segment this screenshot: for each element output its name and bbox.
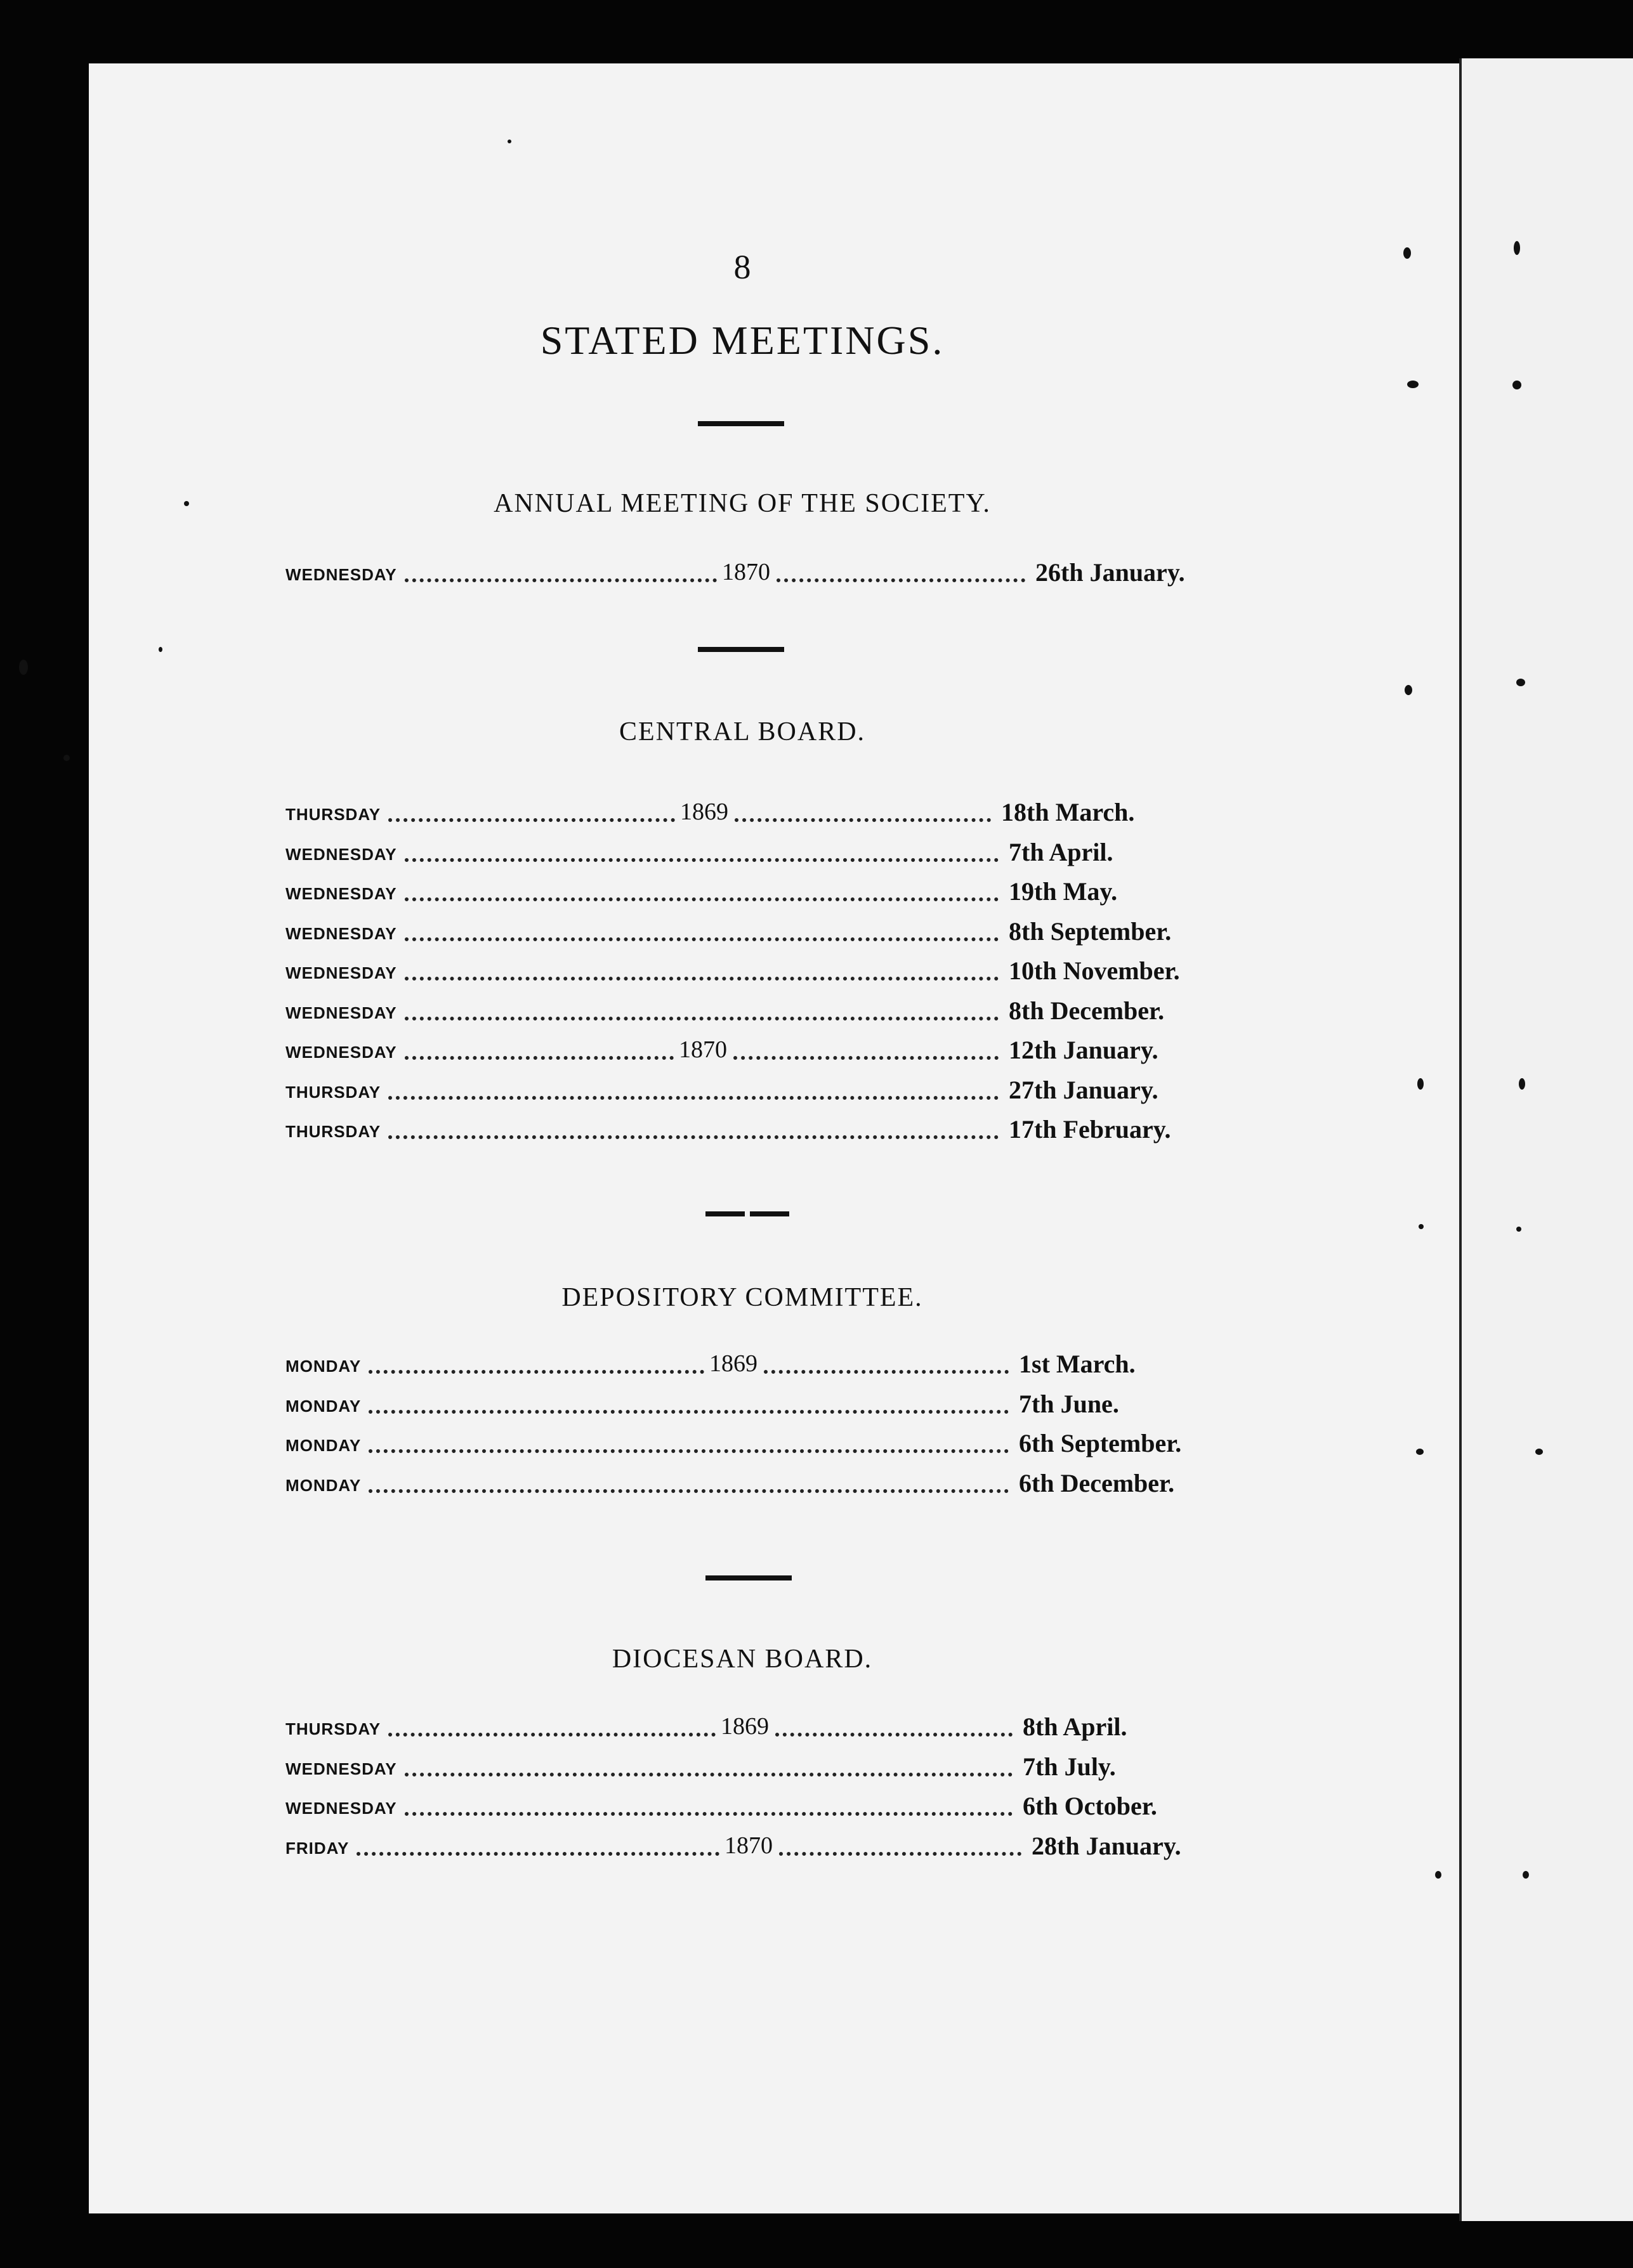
dot-leader <box>764 1370 1009 1374</box>
meeting-year: 1869 <box>721 1713 769 1740</box>
meeting-year: 1870 <box>725 1832 773 1859</box>
section-divider-rule <box>705 1211 745 1216</box>
meeting-row <box>285 956 1237 987</box>
section-heading: CENTRAL BOARD. <box>619 717 866 746</box>
meeting-date: 6th December. <box>1019 1468 1175 1497</box>
meeting-day: THURSDAY <box>285 1122 381 1141</box>
meeting-day: FRIDAY <box>285 1838 350 1858</box>
section-divider-rule <box>750 1211 789 1216</box>
meeting-row <box>285 1390 1237 1420</box>
meeting-day: WEDNESDAY <box>285 1043 397 1062</box>
scan-speck <box>508 140 511 143</box>
section-divider-rule <box>705 1575 792 1580</box>
meeting-row <box>285 1712 1237 1743</box>
scan-speck <box>1405 685 1412 695</box>
meeting-date: 18th March. <box>1001 798 1135 826</box>
meeting-date: 8th September. <box>1009 916 1172 946</box>
meeting-date: 6th September. <box>1019 1429 1182 1457</box>
meeting-date: 7th April. <box>1009 837 1113 866</box>
meeting-row <box>285 1036 1237 1066</box>
meeting-day: WEDNESDAY <box>285 844 397 864</box>
dot-leader <box>369 1370 704 1374</box>
scan-speck <box>1516 1227 1521 1232</box>
scan-speck <box>184 501 189 506</box>
meeting-year: 1870 <box>722 559 770 585</box>
meeting-day: MONDAY <box>285 1475 362 1495</box>
scan-speck <box>1535 1449 1543 1455</box>
meeting-day: WEDNESDAY <box>285 1759 397 1778</box>
meeting-row <box>285 1115 1237 1145</box>
dot-leader <box>369 1489 1009 1493</box>
meeting-date: 26th January. <box>1035 558 1185 587</box>
meeting-date: 12th January. <box>1009 1036 1158 1064</box>
dot-leader <box>388 818 675 822</box>
scan-speck <box>1435 1871 1441 1879</box>
meeting-date: 17th February. <box>1009 1115 1171 1144</box>
section-divider-rule <box>698 647 784 652</box>
section-divider-rule <box>698 421 784 426</box>
meeting-day: WEDNESDAY <box>285 565 397 584</box>
section-heading: DEPOSITORY COMMITTEE. <box>561 1283 923 1312</box>
adjacent-page-edge <box>1459 58 1633 2221</box>
meeting-date: 1st March. <box>1019 1350 1136 1378</box>
meeting-row <box>285 996 1237 1027</box>
scan-speck <box>19 660 28 675</box>
section-heading: ANNUAL MEETING OF THE SOCIETY. <box>494 489 991 518</box>
dot-leader <box>388 1135 999 1139</box>
dot-leader <box>405 897 999 901</box>
meeting-row <box>285 1832 1237 1862</box>
dot-leader <box>388 1096 999 1100</box>
dot-leader <box>405 1812 1013 1816</box>
scan-speck <box>1516 679 1525 686</box>
meeting-date: 8th December. <box>1009 996 1165 1025</box>
meeting-day: WEDNESDAY <box>285 1799 397 1818</box>
meeting-row <box>285 558 1237 589</box>
meeting-row <box>285 1469 1237 1499</box>
meeting-date: 6th October. <box>1023 1792 1157 1820</box>
scan-speck <box>1417 1078 1424 1090</box>
meeting-year: 1869 <box>709 1350 757 1377</box>
meeting-row <box>285 1076 1237 1106</box>
scan-speck <box>1407 381 1419 388</box>
meeting-day: MONDAY <box>285 1357 362 1376</box>
meeting-date: 27th January. <box>1009 1075 1158 1104</box>
section-heading: DIOCESAN BOARD. <box>612 1645 873 1674</box>
scan-speck <box>1416 1449 1424 1455</box>
scan-speck <box>1514 241 1520 255</box>
dot-leader <box>735 818 991 822</box>
meeting-date: 19th May. <box>1009 877 1118 906</box>
dot-leader <box>405 1773 1013 1776</box>
meeting-day: THURSDAY <box>285 805 381 824</box>
meeting-row <box>285 798 1237 828</box>
dot-leader <box>405 977 999 981</box>
scan-speck <box>1523 1871 1529 1879</box>
dot-leader <box>775 1733 1013 1737</box>
dot-leader <box>777 578 1025 582</box>
meeting-row <box>285 1752 1237 1783</box>
scan-speck <box>63 755 70 761</box>
page-title: STATED MEETINGS. <box>540 318 945 363</box>
scan-speck <box>1419 1224 1424 1229</box>
dot-leader <box>405 578 717 582</box>
meeting-day: THURSDAY <box>285 1719 381 1738</box>
dot-leader <box>405 937 999 941</box>
dot-leader <box>388 1733 716 1737</box>
meeting-row <box>285 1350 1237 1380</box>
dot-leader <box>405 1056 674 1060</box>
dot-leader <box>405 1017 999 1020</box>
meeting-date: 7th June. <box>1019 1389 1119 1418</box>
meeting-day: MONDAY <box>285 1396 362 1416</box>
dot-leader <box>405 858 999 862</box>
meeting-row <box>285 917 1237 948</box>
scan-speck <box>1519 1078 1525 1090</box>
meeting-date: 7th July. <box>1023 1752 1116 1781</box>
meeting-day: WEDNESDAY <box>285 884 397 903</box>
page-number: 8 <box>733 248 751 286</box>
scan-speck <box>1512 381 1521 389</box>
scan-speck <box>1403 247 1411 259</box>
meeting-row <box>285 877 1237 908</box>
meeting-date: 28th January. <box>1032 1831 1181 1860</box>
meeting-day: THURSDAY <box>285 1082 381 1102</box>
dot-leader <box>369 1449 1009 1453</box>
meeting-row <box>285 1429 1237 1459</box>
dot-leader <box>733 1056 999 1060</box>
meeting-year: 1869 <box>680 798 728 825</box>
meeting-row <box>285 1792 1237 1822</box>
meeting-year: 1870 <box>679 1036 727 1063</box>
meeting-day: WEDNESDAY <box>285 1003 397 1022</box>
meeting-day: WEDNESDAY <box>285 963 397 982</box>
meeting-day: WEDNESDAY <box>285 923 397 943</box>
dot-leader <box>779 1852 1021 1856</box>
meeting-day: MONDAY <box>285 1436 362 1455</box>
scan-speck <box>159 647 162 652</box>
meeting-row <box>285 838 1237 868</box>
meeting-date: 10th November. <box>1009 956 1180 985</box>
meeting-date: 8th April. <box>1023 1712 1127 1741</box>
dot-leader <box>357 1852 719 1856</box>
dot-leader <box>369 1410 1009 1414</box>
